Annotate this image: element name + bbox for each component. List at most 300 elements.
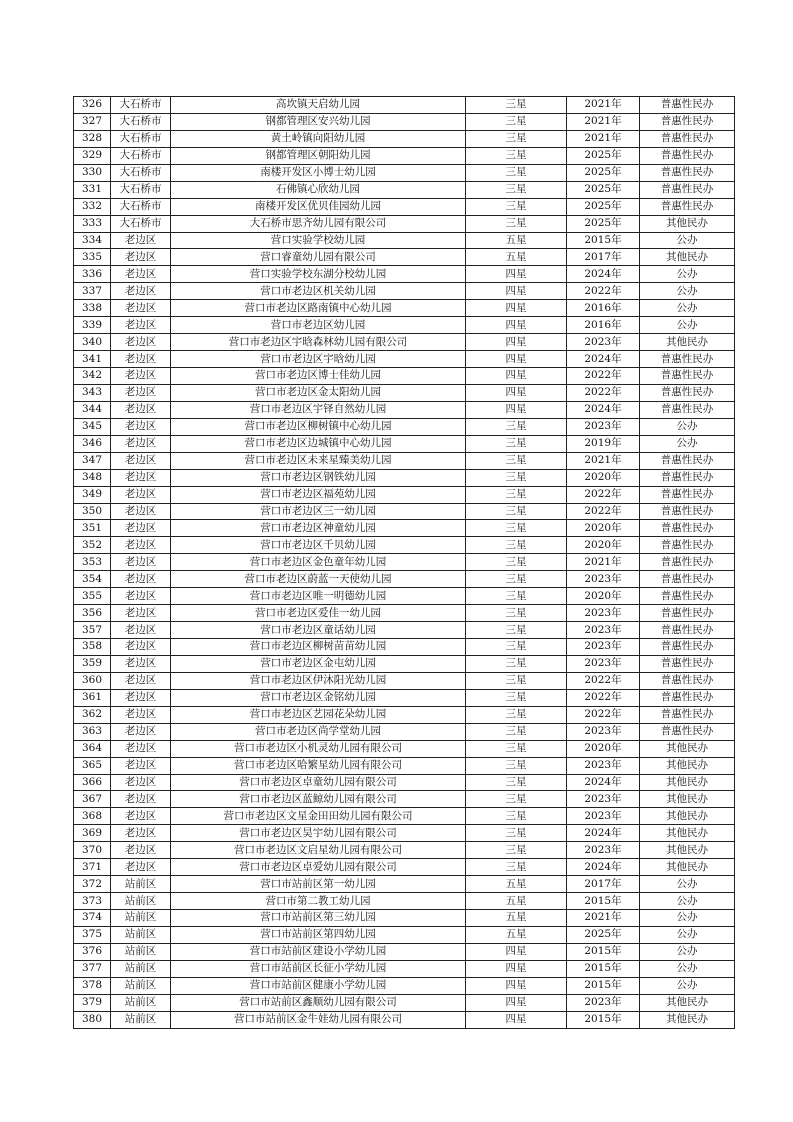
- school-type-cell: 其他民办: [640, 774, 735, 791]
- rating-year-cell: 2017年: [567, 249, 640, 266]
- table-row: [74, 994, 735, 1011]
- row-number-cell: 347: [74, 452, 111, 469]
- row-number-cell: 330: [74, 164, 111, 181]
- row-number-cell: 380: [74, 1011, 111, 1028]
- star-level-cell: 三星: [466, 452, 567, 469]
- star-level-cell: 三星: [466, 435, 567, 452]
- district-cell: 老边区: [111, 554, 171, 571]
- district-cell: 老边区: [111, 351, 171, 368]
- rating-year-cell: 2024年: [567, 774, 640, 791]
- star-level-cell: 五星: [466, 926, 567, 943]
- district-cell: 老边区: [111, 249, 171, 266]
- school-type-cell: 其他民办: [640, 859, 735, 876]
- row-number-cell: 360: [74, 672, 111, 689]
- kindergarten-name-cell: 营口市老边区卓童幼儿园有限公司: [171, 774, 466, 791]
- table-row: [74, 571, 735, 588]
- row-number-cell: 350: [74, 503, 111, 520]
- district-cell: 老边区: [111, 740, 171, 757]
- row-number-cell: 378: [74, 977, 111, 994]
- table-row: [74, 876, 735, 893]
- star-level-cell: 三星: [466, 757, 567, 774]
- rating-year-cell: 2015年: [567, 960, 640, 977]
- school-type-cell: 其他民办: [640, 334, 735, 351]
- table-row: [74, 622, 735, 639]
- kindergarten-name-cell: 钢都管理区安兴幼儿园: [171, 113, 466, 130]
- row-number-cell: 357: [74, 622, 111, 639]
- district-cell: 老边区: [111, 368, 171, 385]
- table-row: [74, 605, 735, 622]
- school-type-cell: 普惠性民办: [640, 384, 735, 401]
- district-cell: 老边区: [111, 571, 171, 588]
- kindergarten-name-cell: 营口睿童幼儿园有限公司: [171, 249, 466, 266]
- district-cell: 老边区: [111, 435, 171, 452]
- star-level-cell: 三星: [466, 842, 567, 859]
- rating-year-cell: 2023年: [567, 791, 640, 808]
- table-row: [74, 977, 735, 994]
- table-row: [74, 740, 735, 757]
- school-type-cell: 公办: [640, 232, 735, 249]
- kindergarten-name-cell: 营口市老边区伊沐阳光幼儿园: [171, 672, 466, 689]
- school-type-cell: 普惠性民办: [640, 554, 735, 571]
- kindergarten-name-cell: 营口实验学校幼儿园: [171, 232, 466, 249]
- table-row: [74, 249, 735, 266]
- school-type-cell: 公办: [640, 418, 735, 435]
- district-cell: 老边区: [111, 622, 171, 639]
- star-level-cell: 三星: [466, 808, 567, 825]
- star-level-cell: 四星: [466, 960, 567, 977]
- kindergarten-name-cell: 钢都管理区朝阳幼儿园: [171, 147, 466, 164]
- district-cell: 大石桥市: [111, 215, 171, 232]
- rating-year-cell: 2015年: [567, 977, 640, 994]
- star-level-cell: 三星: [466, 520, 567, 537]
- rating-year-cell: 2023年: [567, 655, 640, 672]
- table-row: [74, 910, 735, 927]
- row-number-cell: 332: [74, 198, 111, 215]
- star-level-cell: 四星: [466, 317, 567, 334]
- table-row: [74, 791, 735, 808]
- table-row: [74, 164, 735, 181]
- kindergarten-name-cell: 营口市老边区神童幼儿园: [171, 520, 466, 537]
- table-row: [74, 1011, 735, 1028]
- kindergarten-name-cell: 营口市老边区哈繁星幼儿园有限公司: [171, 757, 466, 774]
- kindergarten-name-cell: 营口市老边区千贝幼儿园: [171, 537, 466, 554]
- table-row: [74, 351, 735, 368]
- table-row: [74, 639, 735, 656]
- table-row: [74, 198, 735, 215]
- row-number-cell: 335: [74, 249, 111, 266]
- district-cell: 老边区: [111, 672, 171, 689]
- school-type-cell: 普惠性民办: [640, 469, 735, 486]
- kindergarten-name-cell: 营口市老边区福苑幼儿园: [171, 486, 466, 503]
- row-number-cell: 338: [74, 300, 111, 317]
- school-type-cell: 普惠性民办: [640, 401, 735, 418]
- district-cell: 老边区: [111, 639, 171, 656]
- table-row: [74, 317, 735, 334]
- row-number-cell: 379: [74, 994, 111, 1011]
- district-cell: 老边区: [111, 452, 171, 469]
- rating-year-cell: 2016年: [567, 317, 640, 334]
- rating-year-cell: 2022年: [567, 706, 640, 723]
- kindergarten-name-cell: 营口市老边区蓝鲸幼儿园有限公司: [171, 791, 466, 808]
- kindergarten-name-cell: 高坎镇天启幼儿园: [171, 97, 466, 114]
- kindergarten-name-cell: 营口市站前区长征小学幼儿园: [171, 960, 466, 977]
- rating-year-cell: 2024年: [567, 351, 640, 368]
- school-type-cell: 其他民办: [640, 994, 735, 1011]
- rating-year-cell: 2021年: [567, 130, 640, 147]
- school-type-cell: 普惠性民办: [640, 655, 735, 672]
- star-level-cell: 四星: [466, 943, 567, 960]
- school-type-cell: 普惠性民办: [640, 706, 735, 723]
- district-cell: 大石桥市: [111, 181, 171, 198]
- school-type-cell: 普惠性民办: [640, 351, 735, 368]
- school-type-cell: 普惠性民办: [640, 672, 735, 689]
- star-level-cell: 三星: [466, 859, 567, 876]
- school-type-cell: 公办: [640, 910, 735, 927]
- table-row: [74, 859, 735, 876]
- row-number-cell: 344: [74, 401, 111, 418]
- row-number-cell: 328: [74, 130, 111, 147]
- star-level-cell: 三星: [466, 774, 567, 791]
- star-level-cell: 五星: [466, 876, 567, 893]
- district-cell: 老边区: [111, 300, 171, 317]
- star-level-cell: 三星: [466, 622, 567, 639]
- rating-year-cell: 2022年: [567, 283, 640, 300]
- rating-year-cell: 2023年: [567, 842, 640, 859]
- school-type-cell: 公办: [640, 893, 735, 910]
- table-row: [74, 266, 735, 283]
- rating-year-cell: 2023年: [567, 757, 640, 774]
- star-level-cell: 三星: [466, 181, 567, 198]
- district-cell: 站前区: [111, 960, 171, 977]
- rating-year-cell: 2022年: [567, 486, 640, 503]
- district-cell: 老边区: [111, 605, 171, 622]
- star-level-cell: 五星: [466, 232, 567, 249]
- star-level-cell: 三星: [466, 164, 567, 181]
- table-row: [74, 130, 735, 147]
- table-row: [74, 554, 735, 571]
- district-cell: 老边区: [111, 266, 171, 283]
- star-level-cell: 三星: [466, 418, 567, 435]
- school-type-cell: 普惠性民办: [640, 198, 735, 215]
- rating-year-cell: 2022年: [567, 384, 640, 401]
- rating-year-cell: 2021年: [567, 910, 640, 927]
- star-level-cell: 三星: [466, 655, 567, 672]
- table-row: [74, 893, 735, 910]
- table-row: [74, 655, 735, 672]
- row-number-cell: 359: [74, 655, 111, 672]
- table-row: [74, 384, 735, 401]
- district-cell: 老边区: [111, 588, 171, 605]
- star-level-cell: 三星: [466, 588, 567, 605]
- district-cell: 大石桥市: [111, 164, 171, 181]
- rating-year-cell: 2020年: [567, 469, 640, 486]
- school-type-cell: 普惠性民办: [640, 368, 735, 385]
- district-cell: 老边区: [111, 706, 171, 723]
- rating-year-cell: 2020年: [567, 740, 640, 757]
- district-cell: 站前区: [111, 1011, 171, 1028]
- rating-year-cell: 2025年: [567, 926, 640, 943]
- table-row: [74, 588, 735, 605]
- district-cell: 站前区: [111, 926, 171, 943]
- school-type-cell: 普惠性民办: [640, 588, 735, 605]
- table-row: [74, 757, 735, 774]
- row-number-cell: 327: [74, 113, 111, 130]
- district-cell: 老边区: [111, 808, 171, 825]
- row-number-cell: 362: [74, 706, 111, 723]
- kindergarten-name-cell: 营口市站前区金牛娃幼儿园有限公司: [171, 1011, 466, 1028]
- school-type-cell: 普惠性民办: [640, 164, 735, 181]
- school-type-cell: 普惠性民办: [640, 486, 735, 503]
- rating-year-cell: 2023年: [567, 808, 640, 825]
- rating-year-cell: 2025年: [567, 181, 640, 198]
- kindergarten-name-cell: 营口市老边区路南镇中心幼儿园: [171, 300, 466, 317]
- row-number-cell: 333: [74, 215, 111, 232]
- row-number-cell: 339: [74, 317, 111, 334]
- table-row: [74, 215, 735, 232]
- school-type-cell: 公办: [640, 266, 735, 283]
- district-cell: 老边区: [111, 503, 171, 520]
- kindergarten-name-cell: 营口市站前区第四幼儿园: [171, 926, 466, 943]
- district-cell: 站前区: [111, 977, 171, 994]
- star-level-cell: 三星: [466, 554, 567, 571]
- star-level-cell: 三星: [466, 825, 567, 842]
- school-type-cell: 普惠性民办: [640, 537, 735, 554]
- row-number-cell: 372: [74, 876, 111, 893]
- rating-year-cell: 2024年: [567, 266, 640, 283]
- district-cell: 大石桥市: [111, 97, 171, 114]
- school-type-cell: 公办: [640, 300, 735, 317]
- district-cell: 老边区: [111, 791, 171, 808]
- kindergarten-name-cell: 营口市站前区鑫顺幼儿园有限公司: [171, 994, 466, 1011]
- rating-year-cell: 2023年: [567, 639, 640, 656]
- table-row: [74, 842, 735, 859]
- rating-year-cell: 2023年: [567, 418, 640, 435]
- star-level-cell: 三星: [466, 198, 567, 215]
- row-number-cell: 349: [74, 486, 111, 503]
- kindergarten-name-cell: 营口市老边区钢铁幼儿园: [171, 469, 466, 486]
- school-type-cell: 公办: [640, 926, 735, 943]
- district-cell: 老边区: [111, 723, 171, 740]
- school-type-cell: 普惠性民办: [640, 622, 735, 639]
- star-level-cell: 五星: [466, 249, 567, 266]
- rating-year-cell: 2024年: [567, 825, 640, 842]
- table-row: [74, 808, 735, 825]
- table-row: [74, 452, 735, 469]
- table-row: [74, 334, 735, 351]
- district-cell: 老边区: [111, 774, 171, 791]
- kindergarten-name-cell: 营口市老边区昊宇幼儿园有限公司: [171, 825, 466, 842]
- kindergarten-name-cell: 营口市站前区建设小学幼儿园: [171, 943, 466, 960]
- rating-year-cell: 2023年: [567, 723, 640, 740]
- rating-year-cell: 2016年: [567, 300, 640, 317]
- star-level-cell: 四星: [466, 1011, 567, 1028]
- row-number-cell: 351: [74, 520, 111, 537]
- table-row: [74, 418, 735, 435]
- district-cell: 大石桥市: [111, 130, 171, 147]
- school-type-cell: 普惠性民办: [640, 147, 735, 164]
- row-number-cell: 342: [74, 368, 111, 385]
- row-number-cell: 367: [74, 791, 111, 808]
- rating-year-cell: 2019年: [567, 435, 640, 452]
- row-number-cell: 374: [74, 910, 111, 927]
- rating-year-cell: 2022年: [567, 672, 640, 689]
- rating-year-cell: 2023年: [567, 334, 640, 351]
- school-type-cell: 公办: [640, 960, 735, 977]
- rating-year-cell: 2022年: [567, 503, 640, 520]
- star-level-cell: 三星: [466, 97, 567, 114]
- table-row: [74, 181, 735, 198]
- star-level-cell: 三星: [466, 486, 567, 503]
- star-level-cell: 四星: [466, 977, 567, 994]
- kindergarten-name-cell: 营口市老边区童话幼儿园: [171, 622, 466, 639]
- rating-year-cell: 2015年: [567, 1011, 640, 1028]
- kindergarten-name-cell: 营口市老边区金铭幼儿园: [171, 689, 466, 706]
- school-type-cell: 其他民办: [640, 757, 735, 774]
- kindergarten-name-cell: 营口市老边区艺园花朵幼儿园: [171, 706, 466, 723]
- star-level-cell: 四星: [466, 384, 567, 401]
- school-type-cell: 公办: [640, 876, 735, 893]
- kindergarten-name-cell: 营口市老边区文星金田田幼儿园有限公司: [171, 808, 466, 825]
- table-row: [74, 300, 735, 317]
- table-body: [74, 97, 735, 1029]
- school-type-cell: 公办: [640, 283, 735, 300]
- school-type-cell: 普惠性民办: [640, 605, 735, 622]
- table-row: [74, 960, 735, 977]
- rating-year-cell: 2022年: [567, 368, 640, 385]
- row-number-cell: 336: [74, 266, 111, 283]
- kindergarten-name-cell: 南楼开发区优贝佳园幼儿园: [171, 198, 466, 215]
- row-number-cell: 353: [74, 554, 111, 571]
- row-number-cell: 326: [74, 97, 111, 114]
- school-type-cell: 普惠性民办: [640, 97, 735, 114]
- kindergarten-name-cell: 营口市第二教工幼儿园: [171, 893, 466, 910]
- school-type-cell: 其他民办: [640, 1011, 735, 1028]
- kindergarten-name-cell: 营口市老边区柳树苗苗幼儿园: [171, 639, 466, 656]
- row-number-cell: 370: [74, 842, 111, 859]
- star-level-cell: 四星: [466, 266, 567, 283]
- row-number-cell: 341: [74, 351, 111, 368]
- school-type-cell: 其他民办: [640, 249, 735, 266]
- rating-year-cell: 2021年: [567, 554, 640, 571]
- star-level-cell: 四星: [466, 994, 567, 1011]
- district-cell: 老边区: [111, 537, 171, 554]
- school-type-cell: 其他民办: [640, 215, 735, 232]
- school-type-cell: 公办: [640, 435, 735, 452]
- rating-year-cell: 2022年: [567, 689, 640, 706]
- district-cell: 站前区: [111, 994, 171, 1011]
- star-level-cell: 三星: [466, 503, 567, 520]
- district-cell: 老边区: [111, 689, 171, 706]
- table-row: [74, 368, 735, 385]
- star-level-cell: 五星: [466, 910, 567, 927]
- table-row: [74, 232, 735, 249]
- rating-year-cell: 2020年: [567, 588, 640, 605]
- star-level-cell: 三星: [466, 113, 567, 130]
- district-cell: 老边区: [111, 757, 171, 774]
- row-number-cell: 354: [74, 571, 111, 588]
- row-number-cell: 375: [74, 926, 111, 943]
- kindergarten-name-cell: 营口市老边区蔚蓝一天使幼儿园: [171, 571, 466, 588]
- star-level-cell: 三星: [466, 130, 567, 147]
- kindergarten-table: [73, 96, 735, 1029]
- district-cell: 站前区: [111, 893, 171, 910]
- school-type-cell: 普惠性民办: [640, 130, 735, 147]
- rating-year-cell: 2020年: [567, 520, 640, 537]
- district-cell: 老边区: [111, 520, 171, 537]
- school-type-cell: 普惠性民办: [640, 113, 735, 130]
- star-level-cell: 三星: [466, 639, 567, 656]
- table-row: [74, 147, 735, 164]
- table-row: [74, 486, 735, 503]
- rating-year-cell: 2020年: [567, 537, 640, 554]
- row-number-cell: 352: [74, 537, 111, 554]
- school-type-cell: 普惠性民办: [640, 503, 735, 520]
- row-number-cell: 334: [74, 232, 111, 249]
- district-cell: 老边区: [111, 232, 171, 249]
- table-row: [74, 926, 735, 943]
- rating-year-cell: 2017年: [567, 876, 640, 893]
- star-level-cell: 三星: [466, 740, 567, 757]
- school-type-cell: 普惠性民办: [640, 520, 735, 537]
- star-level-cell: 三星: [466, 147, 567, 164]
- row-number-cell: 343: [74, 384, 111, 401]
- school-type-cell: 普惠性民办: [640, 452, 735, 469]
- star-level-cell: 五星: [466, 893, 567, 910]
- district-cell: 老边区: [111, 486, 171, 503]
- rating-year-cell: 2021年: [567, 97, 640, 114]
- kindergarten-name-cell: 营口市老边区宇晗幼儿园: [171, 351, 466, 368]
- row-number-cell: 329: [74, 147, 111, 164]
- kindergarten-name-cell: 营口市老边区唯一明德幼儿园: [171, 588, 466, 605]
- school-type-cell: 其他民办: [640, 740, 735, 757]
- district-cell: 老边区: [111, 469, 171, 486]
- kindergarten-name-cell: 南楼开发区小博士幼儿园: [171, 164, 466, 181]
- rating-year-cell: 2024年: [567, 401, 640, 418]
- kindergarten-name-cell: 石佛镇心欣幼儿园: [171, 181, 466, 198]
- kindergarten-name-cell: 营口市老边区小机灵幼儿园有限公司: [171, 740, 466, 757]
- row-number-cell: 331: [74, 181, 111, 198]
- row-number-cell: 346: [74, 435, 111, 452]
- rating-year-cell: 2021年: [567, 452, 640, 469]
- district-cell: 老边区: [111, 384, 171, 401]
- school-type-cell: 普惠性民办: [640, 639, 735, 656]
- school-type-cell: 其他民办: [640, 808, 735, 825]
- district-cell: 大石桥市: [111, 113, 171, 130]
- star-level-cell: 四星: [466, 401, 567, 418]
- kindergarten-name-cell: 营口市老边区尚学堂幼儿园: [171, 723, 466, 740]
- row-number-cell: 369: [74, 825, 111, 842]
- district-cell: 老边区: [111, 418, 171, 435]
- kindergarten-name-cell: 营口市老边区三一幼儿园: [171, 503, 466, 520]
- star-level-cell: 三星: [466, 215, 567, 232]
- kindergarten-name-cell: 大石桥市思齐幼儿园有限公司: [171, 215, 466, 232]
- kindergarten-name-cell: 黄土岭镇向阳幼儿园: [171, 130, 466, 147]
- table-row: [74, 774, 735, 791]
- row-number-cell: 358: [74, 639, 111, 656]
- row-number-cell: 348: [74, 469, 111, 486]
- district-cell: 老边区: [111, 317, 171, 334]
- school-type-cell: 普惠性民办: [640, 571, 735, 588]
- rating-year-cell: 2025年: [567, 164, 640, 181]
- star-level-cell: 三星: [466, 537, 567, 554]
- school-type-cell: 其他民办: [640, 842, 735, 859]
- kindergarten-name-cell: 营口市老边区宇晗森林幼儿园有限公司: [171, 334, 466, 351]
- kindergarten-name-cell: 营口市老边区文启星幼儿园有限公司: [171, 842, 466, 859]
- rating-year-cell: 2025年: [567, 215, 640, 232]
- school-type-cell: 普惠性民办: [640, 723, 735, 740]
- rating-year-cell: 2023年: [567, 605, 640, 622]
- table-row: [74, 113, 735, 130]
